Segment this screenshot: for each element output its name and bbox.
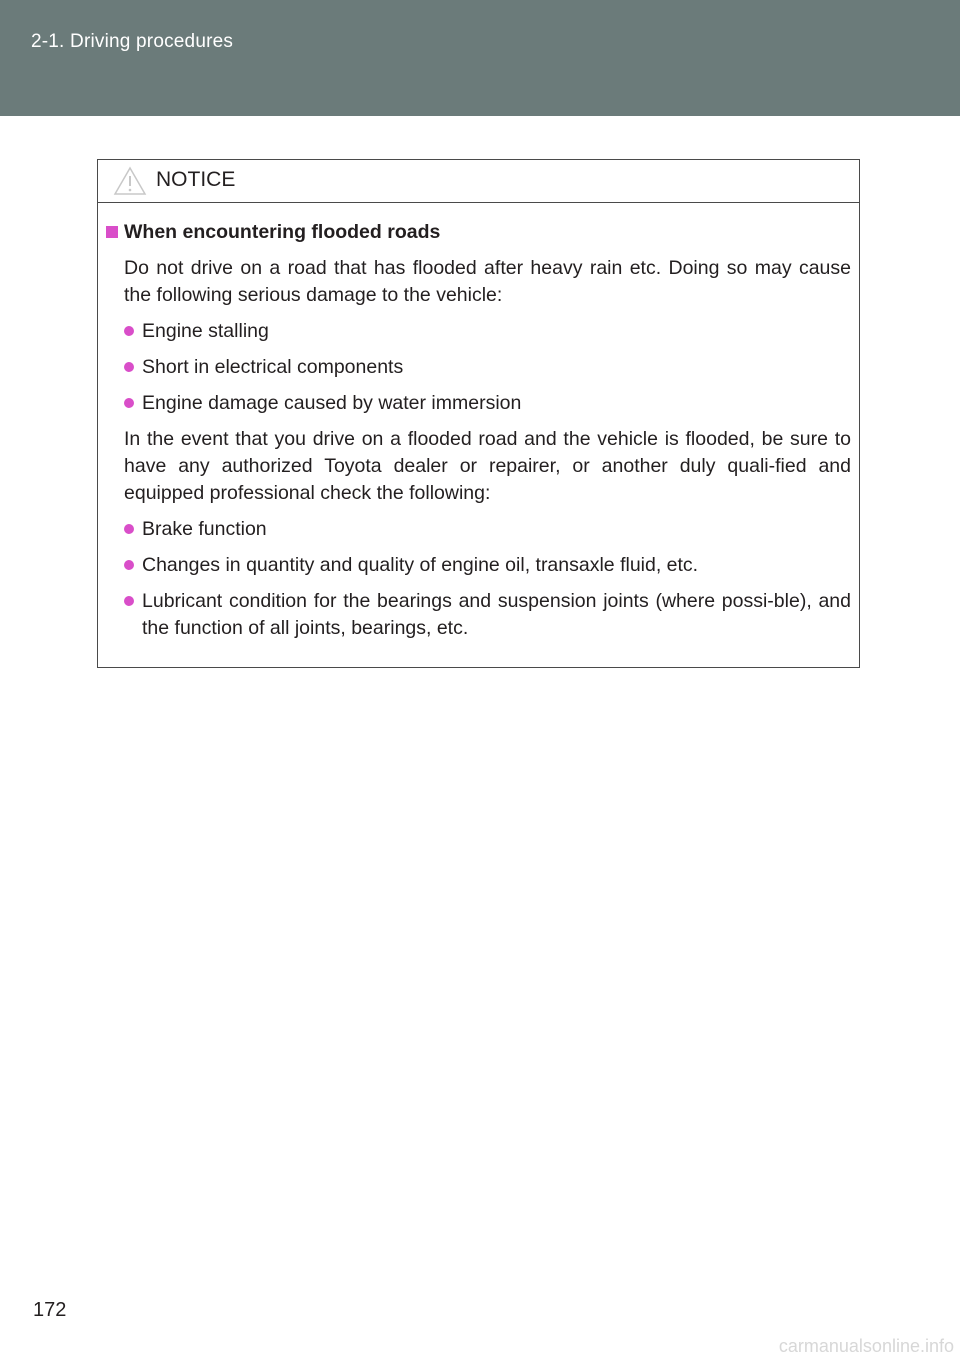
list-item-text: Short in electrical components bbox=[142, 356, 404, 378]
list-item-text: Engine stalling bbox=[142, 320, 269, 342]
notice-title: NOTICE bbox=[156, 168, 236, 191]
intro-paragraph: Do not drive on a road that has flooded after heavy rain etc. Doing so may cause the following serious damage to the vehicle: bbox=[124, 257, 851, 306]
page-number: 172 bbox=[33, 1299, 67, 1321]
list-item-text: Lubricant condition for the bearings and suspension joints (where possi-ble), and the function of all joints, bearings, etc. bbox=[142, 590, 851, 639]
list-item bbox=[124, 588, 851, 642]
list-item bbox=[124, 318, 851, 345]
list-item bbox=[124, 516, 851, 543]
followup-paragraph: In the event that you drive on a flooded road and the vehicle is flooded, be sure to have any authorized Toyota dealer or repairer, or another duly quali-fied and equipped professional check the following: bbox=[124, 428, 851, 504]
list-item-text: Brake function bbox=[142, 518, 267, 540]
subheading-text: When encountering flooded roads bbox=[124, 221, 441, 243]
bullet-dot-icon bbox=[124, 524, 134, 534]
bullet-dot-icon bbox=[124, 560, 134, 570]
section-title: 2-1. Driving procedures bbox=[31, 31, 234, 52]
list-item bbox=[124, 552, 851, 579]
bullet-dot-icon bbox=[124, 596, 134, 606]
list-item-text: Engine damage caused by water immersion bbox=[142, 392, 522, 414]
notice-box bbox=[97, 159, 860, 668]
bullet-dot-icon bbox=[124, 326, 134, 336]
notice-header bbox=[98, 160, 859, 203]
header-band bbox=[0, 0, 960, 116]
list-item bbox=[124, 354, 851, 381]
bullet-dot-icon bbox=[124, 398, 134, 408]
warning-triangle-icon bbox=[113, 166, 147, 196]
notice-subheading bbox=[106, 219, 851, 246]
bullet-dot-icon bbox=[124, 362, 134, 372]
list-item-text: Changes in quantity and quality of engine oil, transaxle fluid, etc. bbox=[142, 554, 699, 576]
watermark: carmanualsonline.info bbox=[778, 1336, 954, 1356]
list-item bbox=[124, 390, 851, 417]
notice-body bbox=[98, 203, 859, 642]
square-bullet-icon bbox=[106, 226, 118, 238]
